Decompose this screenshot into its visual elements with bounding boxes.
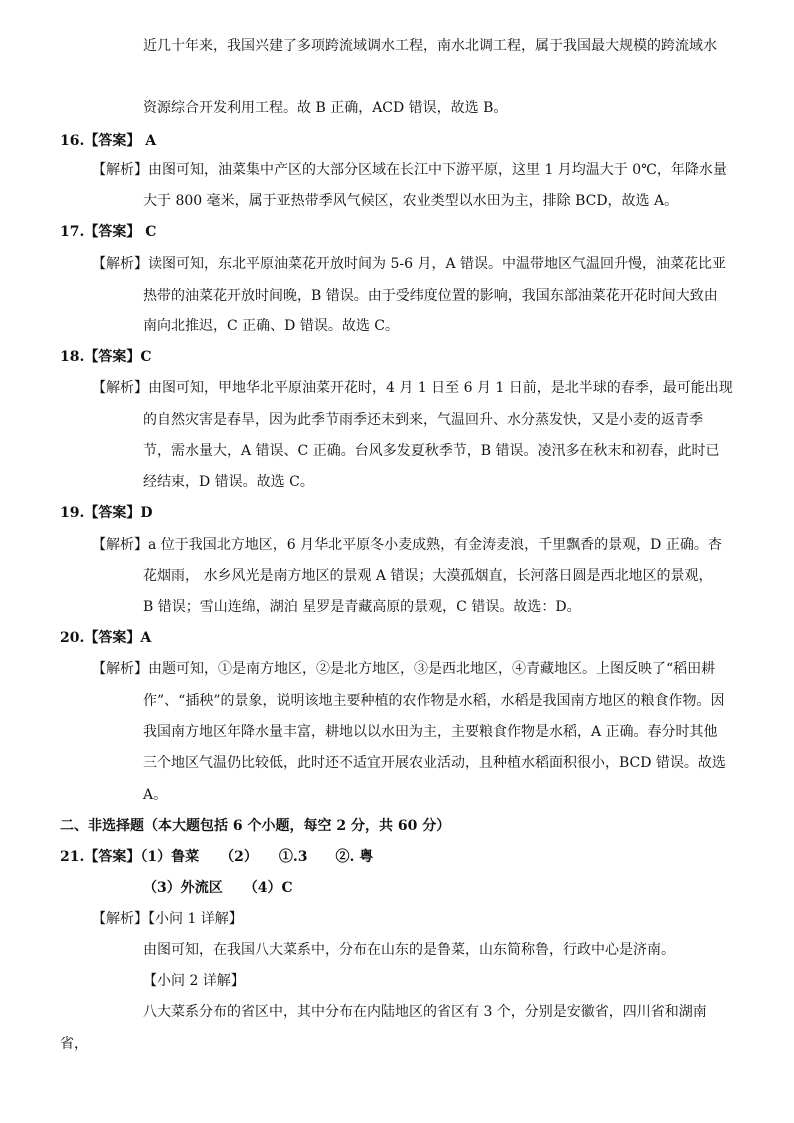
answer-18: 18.【答案】C (60, 349, 152, 365)
analysis-20-line: A。 (143, 787, 168, 803)
analysis-18-line: 节，需水量大，A 错误、C 正确。台风多发夏秋季节，B 错误。凌汛多在秋末和初春，此时已 (143, 443, 720, 459)
analysis-18-line: 的自然灾害是春旱，因为此季节雨季还未到来，气温回升、水分蒸发快，又是小麦的返青季 (143, 412, 703, 428)
analysis-18-line: 经结束，D 错误。故选 C。 (143, 474, 314, 490)
analysis-20-line: 我国南方地区年降水量丰富，耕地以以水田为主，主要粮食作物是水稻，A 正确。春分时其他 (143, 724, 718, 740)
analysis-17-line: 热带的油菜花开放时间晚，B 错误。由于受纬度位置的影响，我国东部油菜花开花时间大致由 (143, 288, 718, 304)
answer-20: 20.【答案】A (60, 630, 152, 646)
analysis-18-line: 【解析】由图可知，甲地华北平原油菜开花时，4 月 1 日至 6 月 1 日前，是北半球的春季，最可能出现 (92, 380, 733, 396)
analysis-21-subheading: 【小问 2 详解】 (143, 973, 245, 989)
analysis-20-line: 【解析】由题可知，①是南方地区，②是北方地区，③是西北地区，④青藏地区。上图反映了“稻田耕 (92, 661, 716, 677)
answer-21-line: （3）外流区 （4）C (143, 880, 293, 896)
answer-16: 16.【答案】 A (60, 133, 157, 149)
answer-21: 21.【答案】（1）鲁菜 （2） ①.3 ②. 粤 (60, 849, 374, 865)
analysis-20-line: 三个地区气温仍比较低，此时还不适宜开展农业活动，且种植水稻面积很小，BCD 错误。故选 (143, 755, 726, 771)
section-heading: 二、非选择题（本大题包括 6 个小题，每空 2 分，共 60 分） (60, 818, 451, 834)
answer-17: 17.【答案】 C (60, 224, 157, 240)
analysis-16-line: 【解析】由图可知，油菜集中产区的大部分区域在长江中下游平原，这里 1 月均温大于 0℃，年降水量 (92, 162, 727, 178)
answer-19: 19.【答案】D (60, 505, 153, 521)
analysis-17-line: 南向北推迟，C 正确、D 错误。故选 C。 (143, 318, 399, 334)
analysis-21-label: 【解析】【小问 1 详解】 (92, 911, 243, 927)
analysis-21-line: 由图可知，在我国八大菜系中，分布在山东的是鲁菜，山东简称鲁，行政中心是济南。 (143, 942, 675, 958)
text-line: 资源综合开发利用工程。故 B 正确，ACD 错误，故选 B。 (143, 100, 508, 116)
analysis-16-line: 大于 800 毫米，属于亚热带季风气候区，农业类型以水田为主，排除 BCD，故选 A。 (143, 193, 679, 209)
analysis-20-line: 作”、“插秧”的景象，说明该地主要种植的农作物是水稻，水稻是我国南方地区的粮食作物。因 (143, 693, 725, 709)
analysis-21-line: 省， (60, 1036, 88, 1052)
text-line: 近几十年来，我国兴建了多项跨流域调水工程，南水北调工程，属于我国最大规模的跨流域水 (143, 38, 717, 54)
analysis-17-line: 【解析】读图可知，东北平原油菜花开放时间为 5-6 月，A 错误。中温带地区气温回升慢，油菜花比亚 (92, 256, 727, 272)
analysis-19-line: 花烟雨， 水乡风光是南方地区的景观 A 错误；大漠孤烟直，长河落日圆是西北地区的景观， (143, 568, 713, 584)
analysis-21-line: 八大菜系分布的省区中，其中分布在内陆地区的省区有 3 个，分别是安徽省，四川省和湖南 (143, 1004, 707, 1020)
analysis-19-line: B 错误；雪山连绵，湖泊 星罗是青藏高原的景观，C 错误。故选：D。 (143, 599, 581, 615)
analysis-19-line: 【解析】a 位于我国北方地区，6 月华北平原冬小麦成熟，有金涛麦浪，千里飘香的景观，D 正确。杏 (92, 537, 722, 553)
